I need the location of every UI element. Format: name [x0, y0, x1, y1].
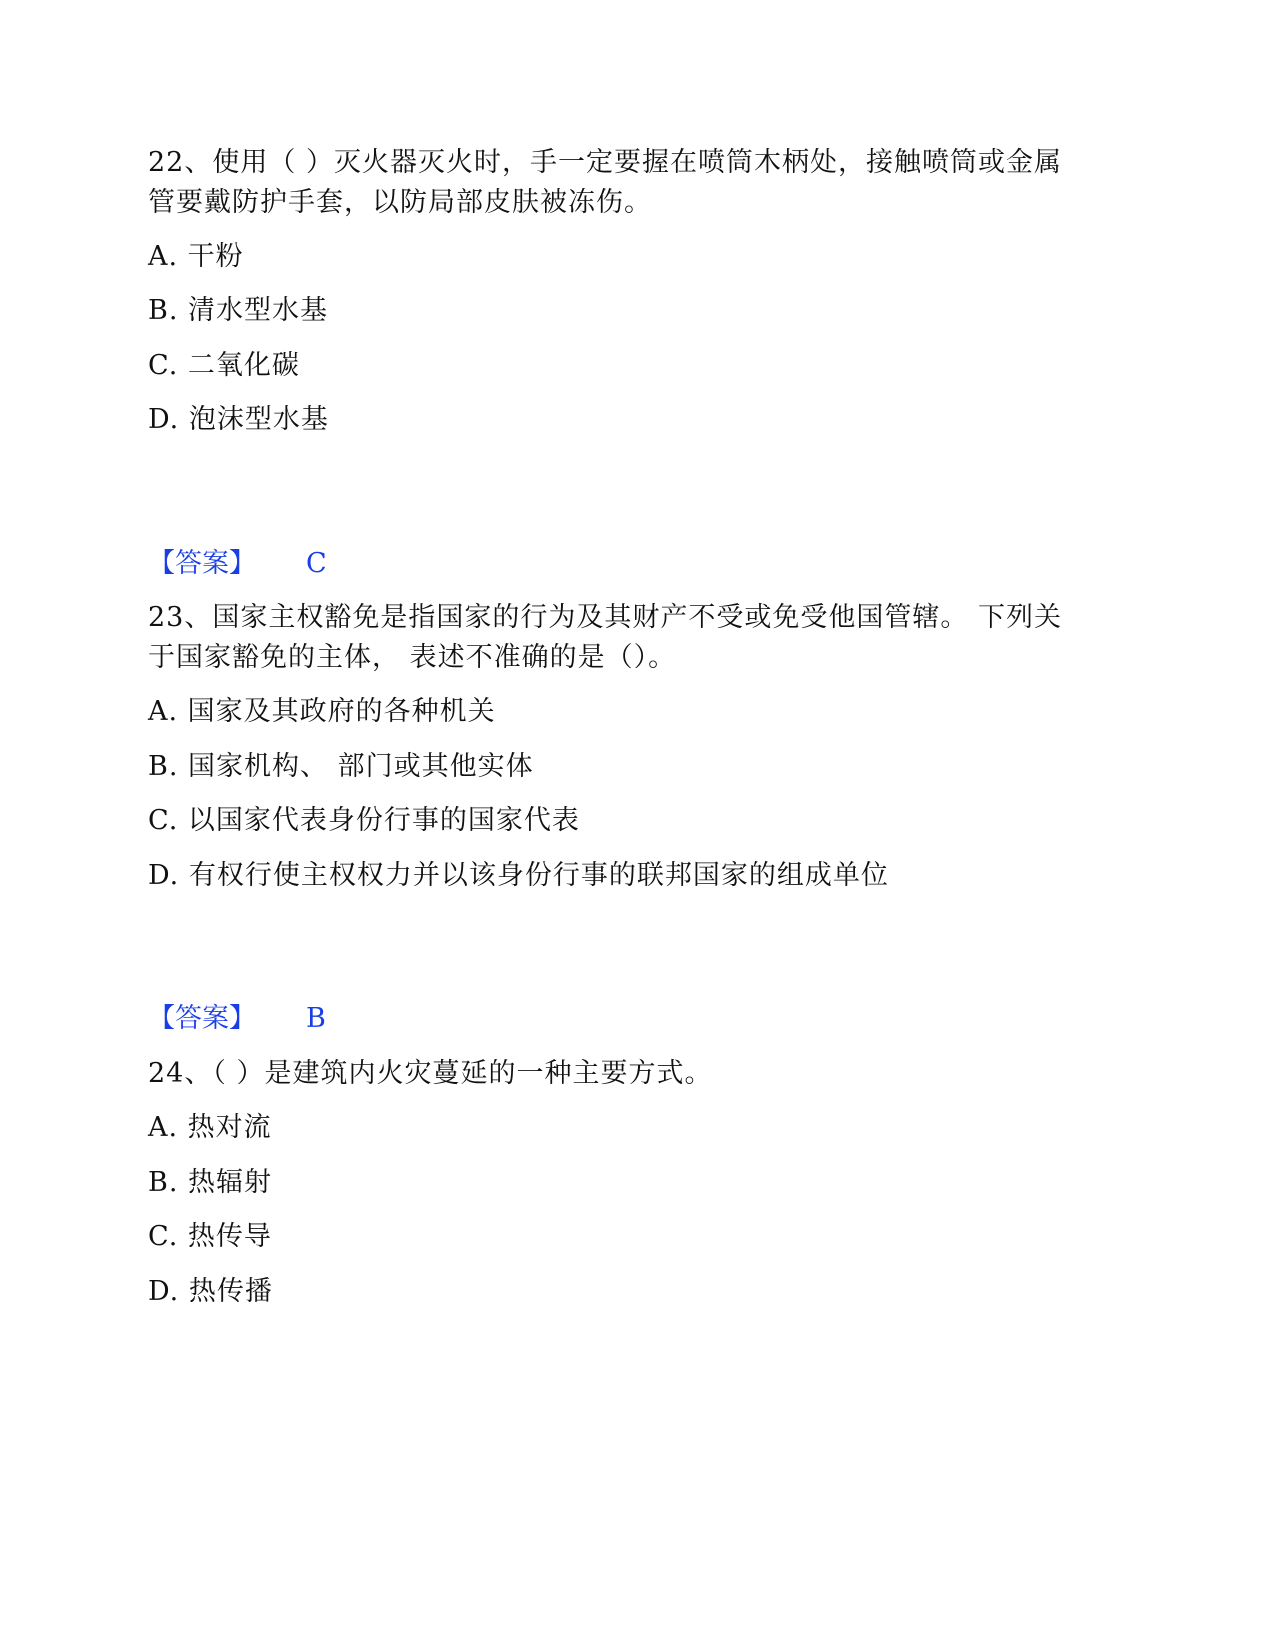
q23-option-c: C. 以国家代表身份行事的国家代表 [148, 805, 580, 836]
q23-option-b: B. 国家机构、 部门或其他实体 [148, 751, 534, 782]
q22-answer-value: C [306, 548, 327, 579]
q22-answer-label: 【答案】 [148, 548, 256, 579]
q24-option-a: A. 热对流 [148, 1112, 272, 1143]
q23-answer-label: 【答案】 [148, 1003, 256, 1034]
q23-stem-line1: 23、国家主权豁免是指国家的行为及其财产不受或免受他国管辖。 下列关 [148, 602, 1062, 633]
q22-answer [148, 544, 327, 584]
q22-option-b: B. 清水型水基 [148, 295, 329, 326]
q24-option-b: B. 热辐射 [148, 1167, 273, 1198]
q23-answer [148, 999, 326, 1039]
q23-option-d: D. 有权行使主权权力并以该身份行事的联邦国家的组成单位 [148, 860, 889, 891]
q22-option-a: A. 干粉 [148, 241, 244, 272]
q24-option-c: C. 热传导 [148, 1221, 272, 1252]
q23-option-a: A. 国家及其政府的各种机关 [148, 696, 496, 727]
q23-stem-line2: 于国家豁免的主体， 表述不准确的是（）。 [148, 642, 677, 673]
q22-stem-line2: 管要戴防护手套，以防局部皮肤被冻伤。 [148, 187, 652, 218]
q22-option-c: C. 二氧化碳 [148, 350, 300, 381]
q23-answer-value: B [306, 1003, 326, 1034]
q22-option-d: D. 泡沫型水基 [148, 404, 329, 435]
q24-option-d: D. 热传播 [148, 1276, 273, 1307]
q24-stem-line1: 24、（ ）是建筑内火灾蔓延的一种主要方式。 [148, 1058, 713, 1089]
q22-stem-line1: 22、使用（ ）灭火器灭火时，手一定要握在喷筒木柄处，接触喷筒或金属 [148, 147, 1062, 178]
